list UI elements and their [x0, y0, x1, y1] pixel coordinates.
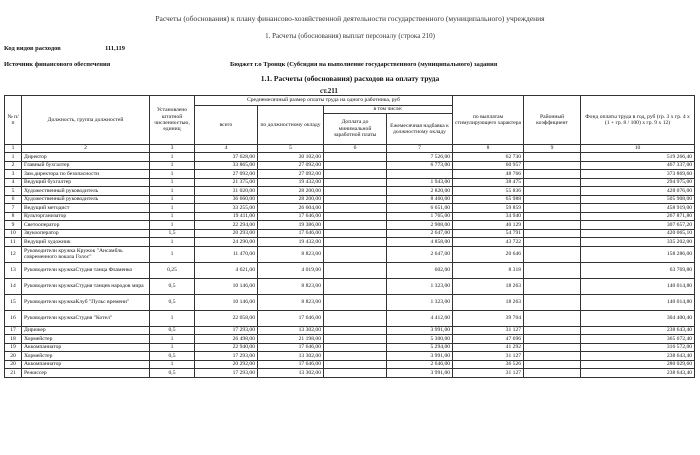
avg-salary: 21 198,00: [258, 335, 324, 344]
avg-total: 10 146,00: [195, 294, 258, 310]
monthly-bonus: 3 991,00: [387, 326, 453, 335]
table-row: [5, 212, 695, 221]
avg-salary: 17 646,00: [258, 343, 324, 352]
kod-value: 111,119: [105, 45, 126, 52]
min-wage-supplement: [324, 278, 387, 294]
monthly-bonus: 602,00: [387, 262, 453, 278]
incentive-payouts: 47 696: [453, 335, 524, 344]
annual-fund: 140 014,80: [581, 294, 695, 310]
row-number: 2: [5, 161, 22, 170]
avg-salary: 27 092,00: [258, 170, 324, 179]
avg-salary: 17 646,00: [258, 212, 324, 221]
table-row: [5, 326, 695, 335]
incentive-payouts: 60 957: [453, 161, 524, 170]
position-name: Дирижер: [22, 326, 150, 335]
incentive-payouts: 59 859: [453, 204, 524, 213]
row-number: 20: [5, 360, 22, 369]
row-number: 11: [5, 238, 22, 247]
avg-salary: 19 432,00: [258, 178, 324, 187]
incentive-payouts: 31 127: [453, 369, 524, 378]
avg-salary: 13 302,00: [258, 326, 324, 335]
regional-coefficient: [524, 204, 581, 213]
monthly-bonus: 1 323,00: [387, 278, 453, 294]
avg-total: 20 293,00: [195, 229, 258, 238]
min-wage-supplement: [324, 343, 387, 352]
annual-fund: 140 014,80: [581, 278, 695, 294]
position-name: Хормейстер: [22, 352, 150, 361]
avg-total: 19 411,00: [195, 212, 258, 221]
annual-fund: 304 400,40: [581, 310, 695, 326]
table-row: [5, 221, 695, 230]
incentive-payouts: 43 722: [453, 238, 524, 247]
monthly-bonus: 7 526,00: [387, 153, 453, 162]
position-name: Режиссер: [22, 369, 150, 378]
col-number: 10: [581, 145, 695, 153]
avg-total: 27 092,00: [195, 170, 258, 179]
avg-salary: 8 823,00: [258, 294, 324, 310]
monthly-bonus: 5 294,00: [387, 343, 453, 352]
header-min: Доплата до минимальной заработной платы: [324, 114, 387, 145]
position-name: Руководители кружкаСтудия "Котел": [22, 310, 150, 326]
row-number: 10: [5, 229, 22, 238]
monthly-bonus: 1 765,00: [387, 212, 453, 221]
avg-total: 21 375,00: [195, 178, 258, 187]
row-number: 7: [5, 204, 22, 213]
annual-fund: 63 769,80: [581, 262, 695, 278]
regional-coefficient: [524, 278, 581, 294]
regional-coefficient: [524, 187, 581, 196]
regional-coefficient: [524, 343, 581, 352]
staff-count: 0,5: [150, 369, 195, 378]
table-row: [5, 187, 695, 196]
min-wage-supplement: [324, 153, 387, 162]
min-wage-supplement: [324, 212, 387, 221]
incentive-payouts: 55 836: [453, 187, 524, 196]
staff-count: 1: [150, 161, 195, 170]
avg-salary: 17 646,00: [258, 310, 324, 326]
avg-total: 22 294,00: [195, 221, 258, 230]
table-row: [5, 229, 695, 238]
min-wage-supplement: [324, 369, 387, 378]
incentive-payouts: 36 526: [453, 360, 524, 369]
staff-count: 1: [150, 153, 195, 162]
min-wage-supplement: [324, 195, 387, 204]
regional-coefficient: [524, 294, 581, 310]
regional-coefficient: [524, 262, 581, 278]
row-number: 5: [5, 187, 22, 196]
incentive-payouts: 48 766: [453, 170, 524, 179]
regional-coefficient: [524, 326, 581, 335]
table-row: [5, 294, 695, 310]
annual-fund: 505 908,00: [581, 195, 695, 204]
annual-fund: 519 266,40: [581, 153, 695, 162]
row-number: 8: [5, 212, 22, 221]
annual-fund: 238 643,40: [581, 326, 695, 335]
position-name: Художественный руководитель: [22, 187, 150, 196]
avg-total: 17 293,00: [195, 326, 258, 335]
avg-salary: 8 823,00: [258, 246, 324, 262]
monthly-bonus: 2 820,00: [387, 187, 453, 196]
min-wage-supplement: [324, 178, 387, 187]
staff-count: 1: [150, 246, 195, 262]
avg-salary: 4 019,00: [258, 262, 324, 278]
regional-coefficient: [524, 153, 581, 162]
row-number: 19: [5, 343, 22, 352]
table-row: [5, 360, 695, 369]
table-row: [5, 204, 695, 213]
annual-fund: 467 337,00: [581, 161, 695, 170]
kod-label: Код видов расходов: [4, 45, 61, 52]
col-number: 6: [324, 145, 387, 153]
position-name: Главный бухгалтер: [22, 161, 150, 170]
avg-total: 4 621,00: [195, 262, 258, 278]
position-name: Зам.директора по безопасности: [22, 170, 150, 179]
incentive-payouts: 40 129: [453, 221, 524, 230]
staff-count: 1: [150, 178, 195, 187]
incentive-payouts: 31 127: [453, 352, 524, 361]
incentive-payouts: 8 318: [453, 262, 524, 278]
row-number: 12: [5, 246, 22, 262]
regional-coefficient: [524, 161, 581, 170]
table-row: [5, 343, 695, 352]
col-number: 9: [524, 145, 581, 153]
salary-table: [4, 95, 695, 378]
regional-coefficient: [524, 352, 581, 361]
avg-salary: 13 302,00: [258, 369, 324, 378]
row-number: 21: [5, 369, 22, 378]
staff-count: 0,5: [150, 294, 195, 310]
col-number: 8: [453, 145, 524, 153]
avg-total: 10 146,00: [195, 278, 258, 294]
header-position: Должность, группа должностей: [22, 96, 150, 145]
regional-coefficient: [524, 221, 581, 230]
col-number: 3: [150, 145, 195, 153]
min-wage-supplement: [324, 204, 387, 213]
staff-count: 1: [150, 335, 195, 344]
staff-count: 1: [150, 212, 195, 221]
regional-coefficient: [524, 195, 581, 204]
column-number-row: [5, 145, 695, 153]
monthly-bonus: 2 647,00: [387, 246, 453, 262]
min-wage-supplement: [324, 335, 387, 344]
header-avg: Среднемесячный размер оплаты труда на одного работника, руб: [195, 96, 453, 106]
col-number: 5: [258, 145, 324, 153]
header-staff: Установлено штатной численностью, единиц: [150, 96, 195, 145]
monthly-bonus: 4 412,00: [387, 310, 453, 326]
min-wage-supplement: [324, 161, 387, 170]
position-name: Руководители кружкаСтудия танцев народов мира: [22, 278, 150, 294]
incentive-payouts: 34 940: [453, 212, 524, 221]
position-name: Ведущий художник: [22, 238, 150, 247]
incentive-payouts: 39 704: [453, 310, 524, 326]
regional-coefficient: [524, 246, 581, 262]
regional-coefficient: [524, 238, 581, 247]
table-row: [5, 246, 695, 262]
min-wage-supplement: [324, 262, 387, 278]
avg-salary: 30 102,00: [258, 153, 324, 162]
annual-fund: 267 871,80: [581, 212, 695, 221]
min-wage-supplement: [324, 229, 387, 238]
row-number: 1: [5, 153, 22, 162]
annual-fund: 373 869,60: [581, 170, 695, 179]
avg-salary: 19 432,00: [258, 238, 324, 247]
table-row: [5, 278, 695, 294]
annual-fund: 335 202,00: [581, 238, 695, 247]
header-bonus: Ежемесячная надбавка к должностному окладу: [387, 114, 453, 145]
avg-total: 31 020,00: [195, 187, 258, 196]
table-row: [5, 369, 695, 378]
staff-count: 0,5: [150, 326, 195, 335]
table-row: [5, 352, 695, 361]
source-label: Источник финансового обеспечения: [4, 61, 111, 68]
staff-count: 1: [150, 343, 195, 352]
monthly-bonus: 3 991,00: [387, 369, 453, 378]
avg-total: 20 292,00: [195, 360, 258, 369]
annual-fund: 458 919,00: [581, 204, 695, 213]
monthly-bonus: 3 991,00: [387, 352, 453, 361]
avg-total: 24 290,00: [195, 238, 258, 247]
header-num: № п/п: [5, 96, 22, 145]
monthly-bonus: 8 460,00: [387, 195, 453, 204]
regional-coefficient: [524, 178, 581, 187]
row-number: 6: [5, 195, 22, 204]
position-name: Руководители кружкаСтудия танца Фламенко: [22, 262, 150, 278]
source-value: Бюджет г.о Троицк (Субсидия на выполнение государственного (муниципального) задания: [230, 61, 498, 68]
incentive-payouts: 65 988: [453, 195, 524, 204]
position-name: Хормейстер: [22, 335, 150, 344]
position-name: Аккомпаниатор: [22, 360, 150, 369]
annual-fund: 238 643,40: [581, 352, 695, 361]
annual-fund: 420 065,10: [581, 229, 695, 238]
min-wage-supplement: [324, 310, 387, 326]
staff-count: 1: [150, 360, 195, 369]
staff-count: 1,5: [150, 229, 195, 238]
staff-count: 1: [150, 310, 195, 326]
avg-salary: 8 823,00: [258, 278, 324, 294]
incentive-payouts: 41 292: [453, 343, 524, 352]
staff-count: 1: [150, 170, 195, 179]
incentive-payouts: 18 263: [453, 294, 524, 310]
col-number: 1: [5, 145, 22, 153]
avg-total: 22 940,00: [195, 343, 258, 352]
position-name: Звукооператор: [22, 229, 150, 238]
position-name: Директор: [22, 153, 150, 162]
table-row: [5, 310, 695, 326]
document-title: Расчеты (обоснования) к плану финансово-хозяйственной деятельности государственного (муниципального) учреждения: [155, 14, 545, 23]
annual-fund: 428 076,00: [581, 187, 695, 196]
monthly-bonus: 6 773,00: [387, 161, 453, 170]
position-name: Светооператор: [22, 221, 150, 230]
incentive-payouts: 38 475: [453, 178, 524, 187]
col-number: 7: [387, 145, 453, 153]
min-wage-supplement: [324, 170, 387, 179]
avg-salary: 28 200,00: [258, 187, 324, 196]
col-number: 4: [195, 145, 258, 153]
min-wage-supplement: [324, 352, 387, 361]
avg-salary: 19 386,00: [258, 221, 324, 230]
annual-fund: 294 975,00: [581, 178, 695, 187]
min-wage-supplement: [324, 294, 387, 310]
monthly-bonus: 4 858,00: [387, 238, 453, 247]
header-total: всего: [195, 106, 258, 145]
min-wage-supplement: [324, 238, 387, 247]
incentive-payouts: 31 127: [453, 326, 524, 335]
table-row: [5, 153, 695, 162]
annual-fund: 238 643,40: [581, 369, 695, 378]
avg-salary: 28 200,00: [258, 195, 324, 204]
row-number: 9: [5, 221, 22, 230]
avg-salary: 13 302,00: [258, 352, 324, 361]
position-name: Ведущий бухгалтер: [22, 178, 150, 187]
document-subtitle: 1. Расчеты (обоснования) выплат персоналу (строка 210): [265, 32, 435, 40]
monthly-bonus: 2 647,00: [387, 229, 453, 238]
avg-total: 37 628,00: [195, 153, 258, 162]
position-name: Руководители кружкаКлуб "Пульс времени": [22, 294, 150, 310]
monthly-bonus: 6 651,00: [387, 204, 453, 213]
min-wage-supplement: [324, 221, 387, 230]
regional-coefficient: [524, 369, 581, 378]
header-incl: в том числе:: [324, 106, 453, 114]
regional-coefficient: [524, 360, 581, 369]
row-number: 4: [5, 178, 22, 187]
staff-count: 1: [150, 221, 195, 230]
incentive-payouts: 18 263: [453, 278, 524, 294]
position-name: Художественный руководитель: [22, 195, 150, 204]
row-number: 14: [5, 278, 22, 294]
min-wage-supplement: [324, 187, 387, 196]
staff-count: 0,5: [150, 278, 195, 294]
table-row: [5, 195, 695, 204]
staff-count: 1: [150, 195, 195, 204]
incentive-payouts: 54 791: [453, 229, 524, 238]
avg-total: 33 255,00: [195, 204, 258, 213]
annual-fund: 365 672,40: [581, 335, 695, 344]
avg-total: 17 293,00: [195, 352, 258, 361]
staff-count: 1: [150, 204, 195, 213]
header-fund: Фонд оплаты труда в год, руб (гр. 3 х гр. 4 х (1 + гр. 8 / 100) х гр. 9 х 12): [581, 96, 695, 145]
header-regional: Районный коэффициент: [524, 96, 581, 145]
position-name: Культорганизатор: [22, 212, 150, 221]
header-payouts: по выплатам стимулирующего характера: [453, 96, 524, 145]
annual-fund: 316 572,00: [581, 343, 695, 352]
avg-total: 11 470,00: [195, 246, 258, 262]
row-number: 18: [5, 335, 22, 344]
table-row: [5, 238, 695, 247]
row-number: 13: [5, 262, 22, 278]
avg-salary: 17 646,00: [258, 360, 324, 369]
staff-count: 1: [150, 238, 195, 247]
monthly-bonus: 2 908,00: [387, 221, 453, 230]
regional-coefficient: [524, 310, 581, 326]
section-title: 1.1. Расчеты (обоснования) расходов на оплату труда: [260, 74, 440, 83]
row-number: 15: [5, 294, 22, 310]
regional-coefficient: [524, 229, 581, 238]
avg-salary: 17 646,00: [258, 229, 324, 238]
regional-coefficient: [524, 170, 581, 179]
annual-fund: 158 286,00: [581, 246, 695, 262]
row-number: 20: [5, 352, 22, 361]
regional-coefficient: [524, 212, 581, 221]
incentive-payouts: 20 646: [453, 246, 524, 262]
header-salary: по должностному окладу: [258, 106, 324, 145]
monthly-bonus: 5 300,00: [387, 335, 453, 344]
table-row: [5, 170, 695, 179]
min-wage-supplement: [324, 326, 387, 335]
avg-total: 26 498,00: [195, 335, 258, 344]
avg-total: 22 058,00: [195, 310, 258, 326]
avg-salary: 27 092,00: [258, 161, 324, 170]
col-number: 2: [22, 145, 150, 153]
staff-count: 0,25: [150, 262, 195, 278]
avg-total: 33 865,00: [195, 161, 258, 170]
annual-fund: 307 657,20: [581, 221, 695, 230]
table-row: [5, 161, 695, 170]
table-row: [5, 178, 695, 187]
row-number: 17: [5, 326, 22, 335]
row-number: 16: [5, 310, 22, 326]
min-wage-supplement: [324, 246, 387, 262]
row-number: 3: [5, 170, 22, 179]
monthly-bonus: 1 323,00: [387, 294, 453, 310]
avg-total: 17 293,00: [195, 369, 258, 378]
regional-coefficient: [524, 335, 581, 344]
position-name: Руководители кружка Кружок "Ансамбль современного вокала Голос": [22, 246, 150, 262]
avg-salary: 26 604,00: [258, 204, 324, 213]
position-name: Ведущий методист: [22, 204, 150, 213]
table-row: [5, 262, 695, 278]
monthly-bonus: 1 943,00: [387, 178, 453, 187]
staff-count: 1: [150, 187, 195, 196]
staff-count: 0,5: [150, 352, 195, 361]
monthly-bonus: 2 646,00: [387, 360, 453, 369]
article-code: ст.211: [320, 87, 338, 95]
monthly-bonus: [387, 170, 453, 179]
table-row: [5, 335, 695, 344]
min-wage-supplement: [324, 360, 387, 369]
incentive-payouts: 62 730: [453, 153, 524, 162]
position-name: Аккомпаниатор: [22, 343, 150, 352]
annual-fund: 280 029,60: [581, 360, 695, 369]
avg-total: 36 660,00: [195, 195, 258, 204]
